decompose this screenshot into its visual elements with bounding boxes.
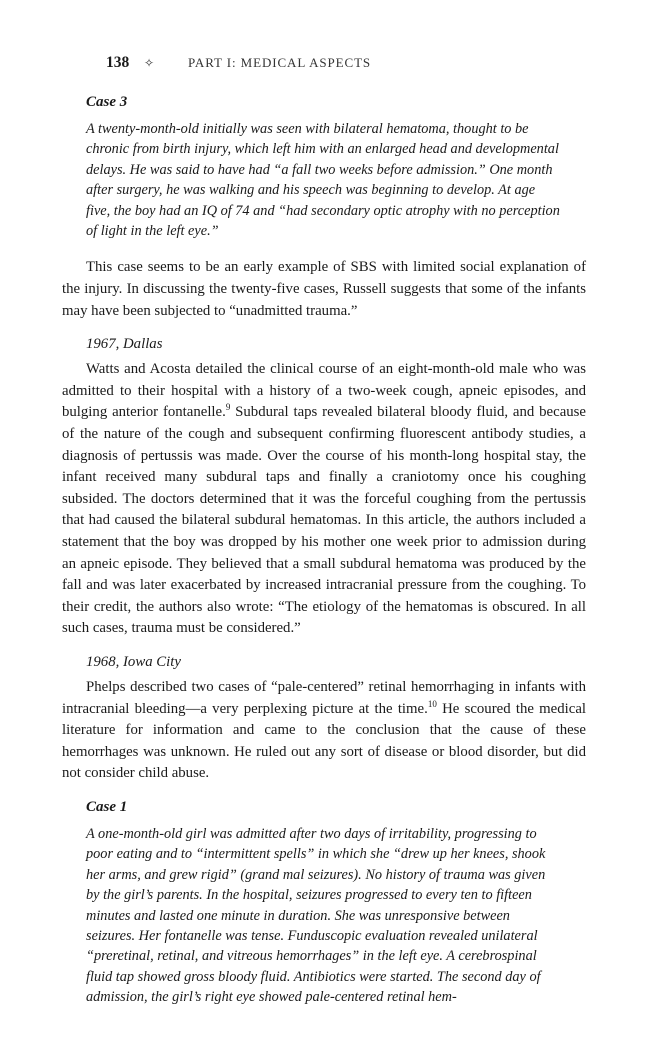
paragraph-phelps (62, 677, 586, 785)
case-3-text: A twenty-month-old initially was seen with bilateral hematoma, thought to be chronic from birth injury, which left him with an enlarged head and developmental delays. He was said to have had “a fall two weeks before admission.” One month after surgery, he was walking and his speech was beginning to develop. At age five, the boy had an IQ of 74 and “had secondary optic atrophy with no perception of light in the left eye.” (86, 121, 560, 240)
paragraph-text: Phelps described two cases of “pale-centered” retinal hemorrhaging in infants with intracranial bleeding—a very perplexing picture at the time. (62, 678, 586, 717)
dateline-1968-iowa-city: 1968, Iowa City (86, 653, 181, 670)
paragraph-text: Subdural taps revealed bilateral bloody fluid, and because of the nature of the cough and subsequent confirming fluorescent antibody studies, a diagnosis of pertussis was made. Over the course of his month-long hospital stay, the infant received many subdural taps and finally a craniotomy once his coughing subsided. The doctors determined that it was the forceful coughing from the pertussis that had caused the bilateral subdural hematomas. In this article, the authors included a statement that the boy was dropped by his mother one week prior to admission during an apneic episode. They believed that a small subdural hematoma was produced by the fall and was later exacerbated by increased intracranial pressure from the coughing. To their credit, the authors also wrote: “The etiology of the hematomas is obscured. In all such cases, trauma must be considered.” (62, 404, 586, 637)
paragraph-watts-acosta (62, 359, 586, 640)
paragraph-russell: This case seems to be an early example of SBS with limited social explanation of the injury. In discussing the twenty-five cases, Russell suggests that some of the infants may have been subjected to “unadmitted trauma.” (62, 259, 586, 319)
diamond-ornament-icon: ✧ (144, 56, 155, 70)
page-number: 138 (106, 54, 130, 71)
paragraph-text: Watts and Acosta detailed the clinical course of an eight-month-old male who was admitted to their hospital with a history of a two-week cough, apneic episodes, and bulging anterior fontanelle. (62, 361, 586, 421)
footnote-ref: 10 (427, 698, 437, 709)
book-page (62, 54, 586, 1024)
case-3-heading: Case 3 (86, 94, 128, 110)
case-1-text: A one-month-old girl was admitted after two days of irritability, progressing to poor eating and to “intermittent spells” in which she “drew up her knees, shook her arms, and grew rigid” (grand mal seizures). No history of trauma was given by the girl’s parents. In the hospital, seizures progressed to every ten to fifteen minutes and lasted one minute in duration. She was unresponsive between seizures. Her fontanelle was tense. Funduscopic evaluation revealed unilateral “preretinal, retinal, and vitreous hemorrhages” in the left eye. A cerebrospinal fluid tap showed gross bloody fluid. Antibiotics were started. The second day of admission, the girl’s right eye showed pale-centered retinal hem- (86, 825, 546, 1006)
paragraph-text: He scoured the medical literature for information and came to the conclusion that the cause of these hemorrhages was unknown. He ruled out any sort of disease or blood disorder, but did not consider child abuse. (62, 700, 586, 782)
running-head (106, 54, 586, 72)
section-title: PART I: MEDICAL ASPECTS (188, 55, 372, 70)
footnote-ref: 9 (225, 402, 231, 413)
dateline-1967-dallas: 1967, Dallas (86, 336, 163, 353)
case-1-heading: Case 1 (86, 798, 128, 815)
